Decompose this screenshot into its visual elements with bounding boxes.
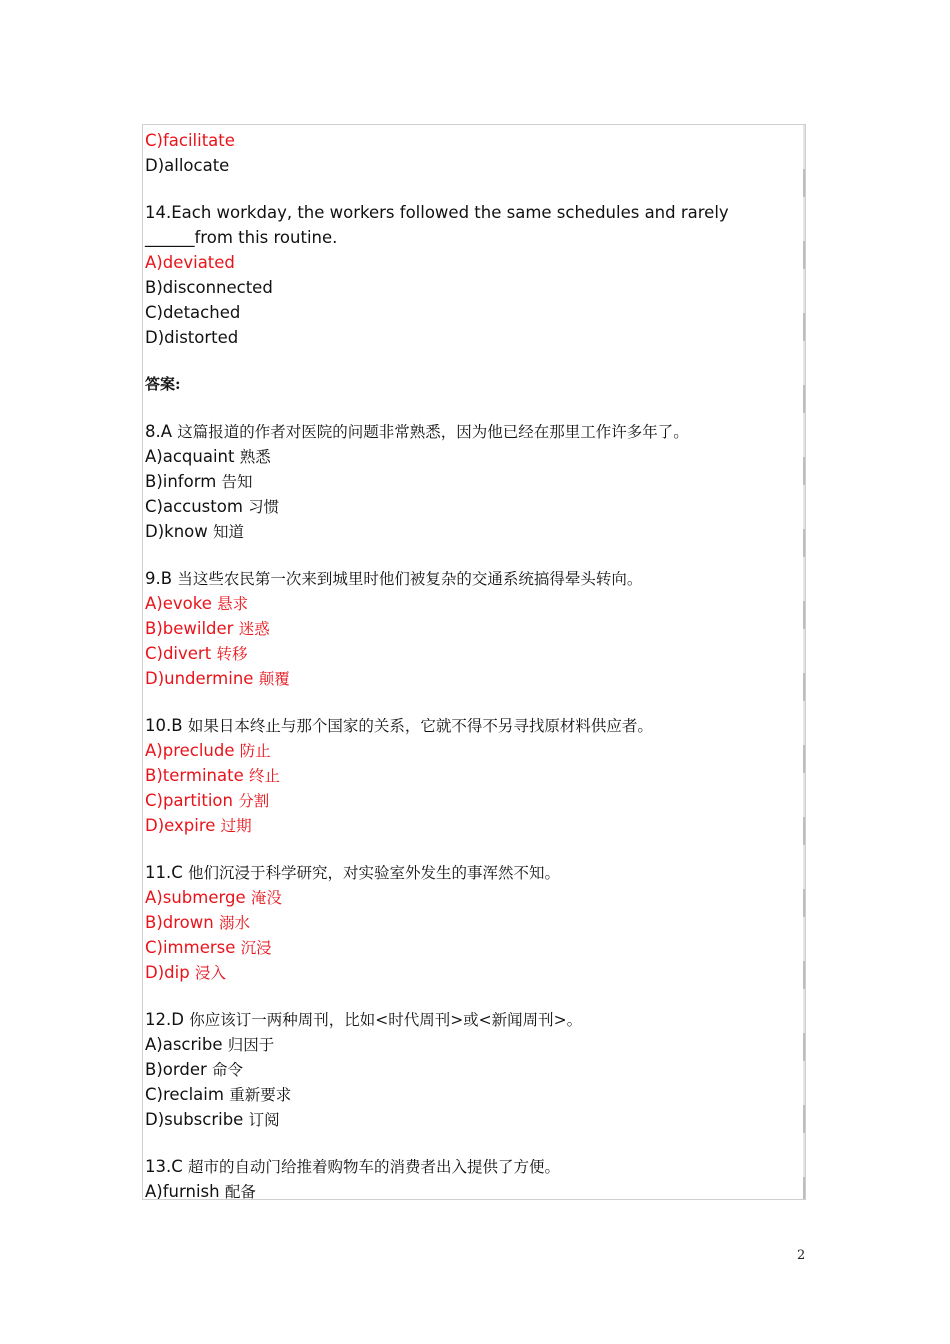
answer-translation: 他们沉浸于科学研究，对实验室外发生的事浑然不知。 — [188, 864, 561, 882]
answer-key-line — [145, 566, 799, 591]
option-word: C)partition — [145, 791, 233, 810]
option-word: D)dip — [145, 963, 190, 982]
question-14-option-a: A)deviated — [145, 253, 235, 272]
option-meaning: 分割 — [238, 792, 270, 810]
option-meaning: 订阅 — [248, 1111, 280, 1129]
answer-block — [145, 1007, 799, 1154]
option-continued-c: C)facilitate — [145, 131, 235, 150]
answer-translation: 你应该订一两种周刊，比如<时代周刊>或<新闻周刊>。 — [189, 1011, 583, 1029]
option-word: A)furnish — [145, 1182, 220, 1200]
spacer — [145, 1132, 799, 1154]
option-word: D)expire — [145, 816, 216, 835]
answer-key-line — [145, 1154, 799, 1179]
answer-block — [145, 1154, 799, 1200]
answer-option — [145, 641, 799, 666]
answer-block — [145, 860, 799, 1007]
answer-block — [145, 419, 799, 566]
answer-option — [145, 1179, 799, 1200]
answer-option — [145, 469, 799, 494]
option-meaning: 归因于 — [227, 1036, 275, 1054]
spacer — [145, 350, 799, 372]
option-word: B)order — [145, 1060, 207, 1079]
spacer — [145, 544, 799, 566]
answer-translation: 如果日本终止与那个国家的关系，它就不得不另寻找原材料供应者。 — [187, 717, 653, 735]
option-word: A)preclude — [145, 741, 235, 760]
option-continued-d: D)allocate — [145, 156, 230, 175]
answer-option — [145, 738, 799, 763]
spacer — [145, 178, 799, 200]
option-meaning: 颠覆 — [258, 670, 290, 688]
answer-key: 10.B — [145, 716, 183, 735]
option-word: D)know — [145, 522, 208, 541]
question-14-option-c: C)detached — [145, 303, 241, 322]
option-meaning: 迷惑 — [238, 620, 270, 638]
answer-option — [145, 763, 799, 788]
option-meaning: 终止 — [248, 767, 280, 785]
answer-key-line — [145, 419, 799, 444]
option-meaning: 命令 — [212, 1061, 244, 1079]
answer-option — [145, 519, 799, 544]
option-meaning: 熟悉 — [239, 448, 271, 466]
option-word: A)ascribe — [145, 1035, 223, 1054]
answer-option — [145, 910, 799, 935]
answer-translation: 这篇报道的作者对医院的问题非常熟悉，因为他已经在那里工作许多年了。 — [177, 423, 689, 441]
answer-option — [145, 616, 799, 641]
option-word: A)submerge — [145, 888, 246, 907]
answer-option — [145, 1107, 799, 1132]
answer-option — [145, 813, 799, 838]
option-word: A)acquaint — [145, 447, 235, 466]
option-meaning: 重新要求 — [229, 1086, 292, 1104]
answer-key-line — [145, 1007, 799, 1032]
answers-list — [145, 419, 799, 1200]
page-number: 2 — [797, 1248, 806, 1263]
document-frame — [142, 124, 806, 1200]
option-word: C)immerse — [145, 938, 236, 957]
question-14-stem-line1: 14.Each workday, the workers followed the same schedules and rarely — [145, 203, 729, 222]
option-meaning: 悬求 — [217, 595, 249, 613]
option-meaning: 习惯 — [248, 498, 280, 516]
answer-block — [145, 566, 799, 713]
option-meaning: 防止 — [239, 742, 271, 760]
option-meaning: 溺水 — [218, 914, 250, 932]
spacer — [145, 691, 799, 713]
option-meaning: 沉浸 — [240, 939, 272, 957]
option-meaning: 转移 — [216, 645, 248, 663]
option-word: B)drown — [145, 913, 214, 932]
option-word: C)reclaim — [145, 1085, 224, 1104]
spacer — [145, 397, 799, 419]
answer-option — [145, 788, 799, 813]
option-word: B)terminate — [145, 766, 244, 785]
option-word: D)subscribe — [145, 1110, 244, 1129]
answer-option — [145, 935, 799, 960]
option-meaning: 浸入 — [194, 964, 226, 982]
answer-key-line — [145, 860, 799, 885]
answer-option — [145, 1032, 799, 1057]
answer-key-line — [145, 713, 799, 738]
option-word: C)accustom — [145, 497, 243, 516]
document-content — [145, 128, 799, 1200]
answer-option — [145, 666, 799, 691]
answer-translation: 超市的自动门给推着购物车的消费者出入提供了方便。 — [188, 1158, 561, 1176]
option-word: B)bewilder — [145, 619, 234, 638]
answer-key: 12.D — [145, 1010, 184, 1029]
answer-option — [145, 591, 799, 616]
option-meaning: 知道 — [213, 523, 245, 541]
option-meaning: 告知 — [221, 473, 253, 491]
answer-key: 8.A — [145, 422, 173, 441]
answer-key: 11.C — [145, 863, 183, 882]
answer-key: 13.C — [145, 1157, 183, 1176]
option-meaning: 过期 — [220, 817, 252, 835]
option-word: D)undermine — [145, 669, 254, 688]
question-14-stem-line2: ______from this routine. — [145, 228, 338, 247]
answer-key: 9.B — [145, 569, 173, 588]
answer-option — [145, 1082, 799, 1107]
question-14-option-d: D)distorted — [145, 328, 239, 347]
question-14-option-b: B)disconnected — [145, 278, 273, 297]
answer-option — [145, 885, 799, 910]
answer-block — [145, 713, 799, 860]
option-word: B)inform — [145, 472, 217, 491]
option-word: C)divert — [145, 644, 212, 663]
option-word: A)evoke — [145, 594, 212, 613]
answers-heading: 答案: — [145, 375, 181, 393]
answer-option — [145, 1057, 799, 1082]
answer-option — [145, 444, 799, 469]
option-meaning: 淹没 — [250, 889, 282, 907]
answer-translation: 当这些农民第一次来到城里时他们被复杂的交通系统搞得晕头转向。 — [177, 570, 643, 588]
answer-option — [145, 494, 799, 519]
option-meaning: 配备 — [224, 1183, 256, 1200]
answer-option — [145, 960, 799, 985]
spacer — [145, 838, 799, 860]
spacer — [145, 985, 799, 1007]
